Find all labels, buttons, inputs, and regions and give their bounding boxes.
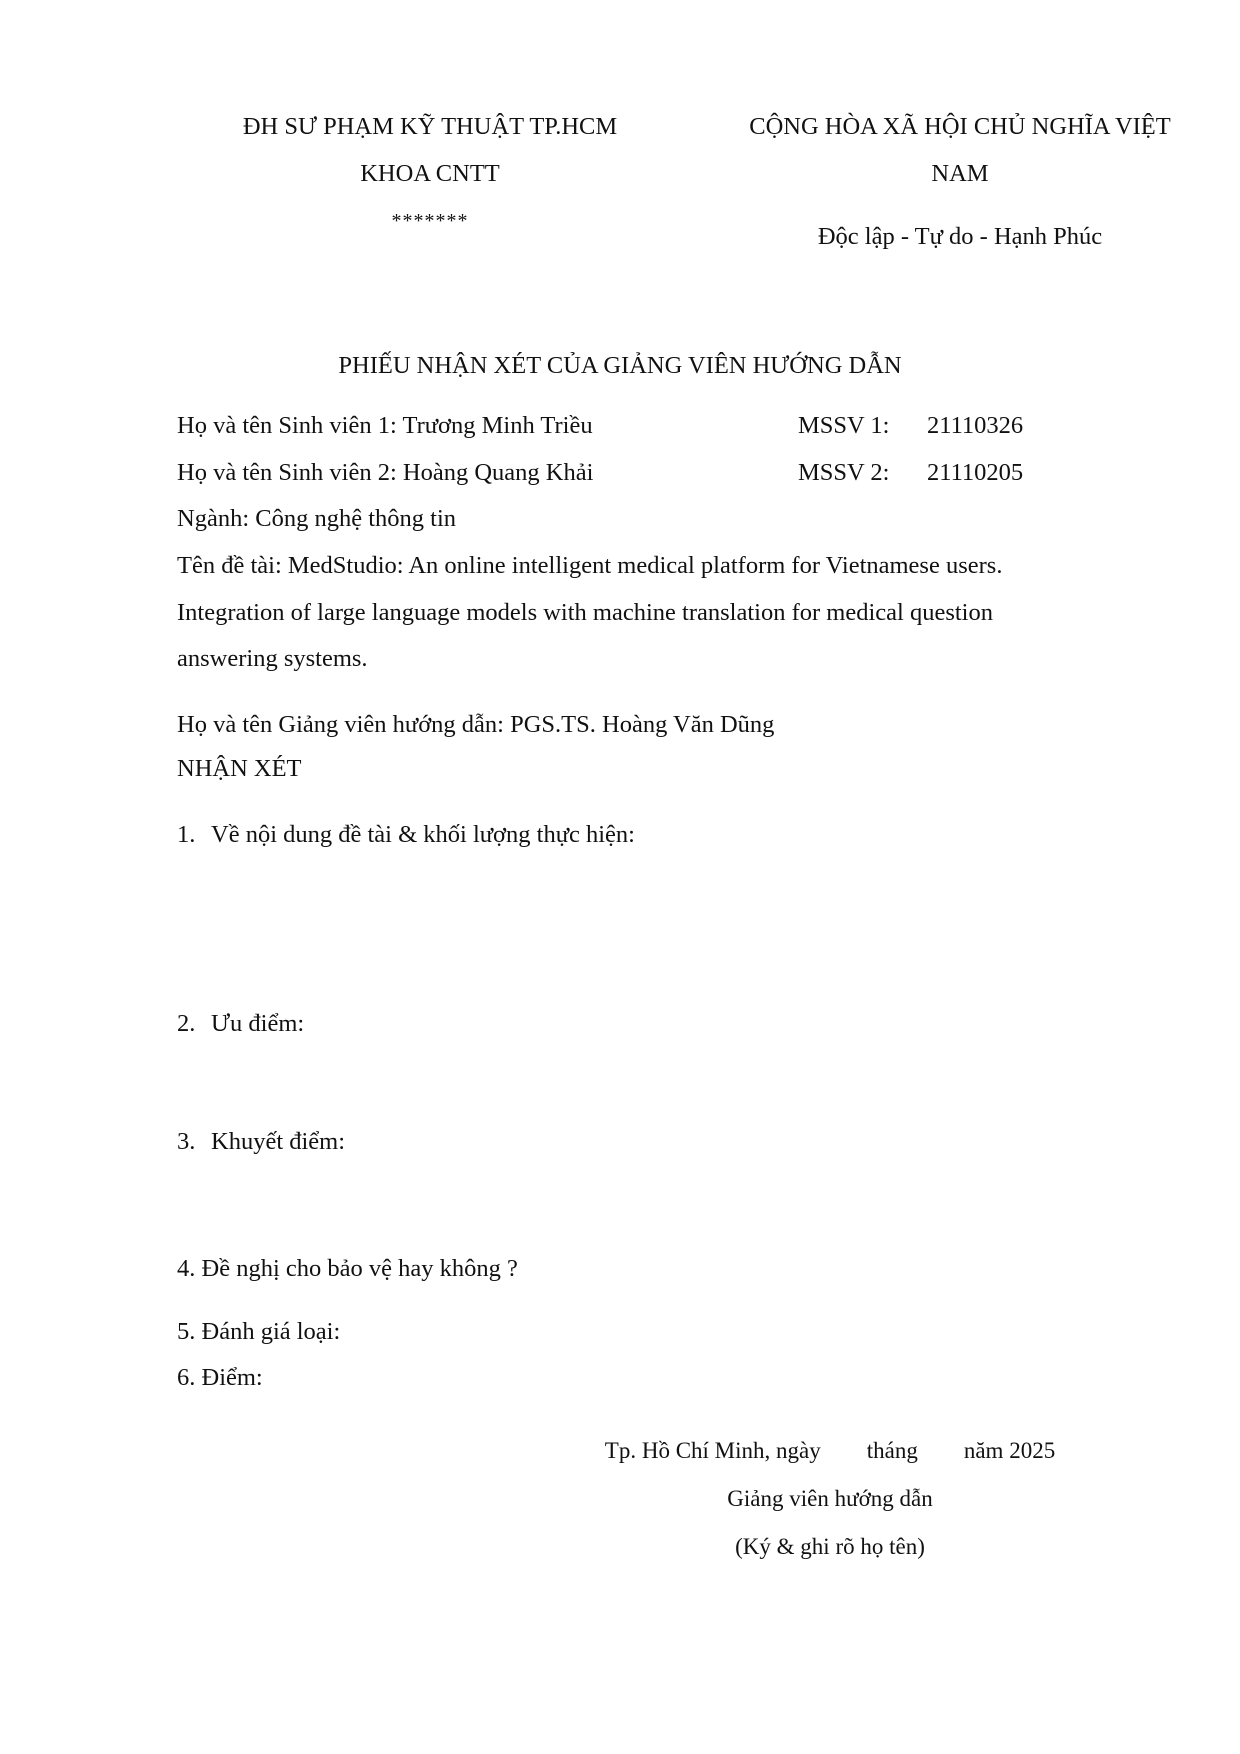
section-label: Về nội dung đề tài & khối lượng thực hiện: <box>211 821 635 848</box>
section-strengths <box>177 1012 304 1037</box>
national-motto: Độc lập - Tự do - Hạnh Phúc <box>817 223 1103 250</box>
section-number: 2. <box>177 1010 196 1037</box>
date-year: năm 2025 <box>963 1438 1056 1463</box>
date-city: Tp. Hồ Chí Minh, ngày <box>604 1438 821 1463</box>
student-1-id: 21110326 <box>927 412 1024 439</box>
nation-name-line2: NAM <box>931 160 989 187</box>
section-number: 1. <box>177 821 196 848</box>
thesis-title-line3: answering systems. <box>177 645 368 672</box>
faculty-name: KHOA CNTT <box>360 160 500 187</box>
form-title: PHIẾU NHẬN XÉT CỦA GIẢNG VIÊN HƯỚNG DẪN <box>338 352 902 379</box>
question-score: 6. Điểm: <box>177 1364 263 1391</box>
student-1-name: Họ và tên Sinh viên 1: Trương Minh Triều <box>177 412 593 439</box>
nation-name-line1: CỘNG HÒA XÃ HỘI CHỦ NGHĨA VIỆT <box>749 113 1171 140</box>
question-grade-classification: 5. Đánh giá loại: <box>177 1318 341 1345</box>
student-1-id-label: MSSV 1: <box>798 412 890 439</box>
signature-instruction: (Ký & ghi rõ họ tên) <box>735 1534 925 1559</box>
student-2-name: Họ và tên Sinh viên 2: Hoàng Quang Khải <box>177 459 594 486</box>
student-2-id: 21110205 <box>927 459 1024 486</box>
review-heading: NHẬN XÉT <box>177 755 302 782</box>
section-label: Ưu điểm: <box>211 1010 305 1037</box>
header-separator: ******* <box>391 210 469 232</box>
student-2-id-label: MSSV 2: <box>798 459 890 486</box>
university-name: ĐH SƯ PHẠM KỸ THUẬT TP.HCM <box>242 113 618 140</box>
thesis-title-line2: Integration of large language models with machine translation for medical question <box>177 599 993 626</box>
date-month: tháng <box>866 1438 918 1463</box>
section-label: Khuyết điểm: <box>211 1128 346 1155</box>
section-number: 3. <box>177 1128 196 1155</box>
section-content-workload <box>177 823 635 848</box>
place-and-date <box>560 1439 1100 1462</box>
major: Ngành: Công nghệ thông tin <box>177 505 457 532</box>
thesis-title-line1: Tên đề tài: MedStudio: An online intelligent medical platform for Vietnamese users. <box>177 552 1003 579</box>
advisor-name: Họ và tên Giảng viên hướng dẫn: PGS.TS. Hoàng Văn Dũng <box>177 711 775 738</box>
question-defense-recommendation: 4. Đề nghị cho bảo vệ hay không ? <box>177 1255 518 1282</box>
signer-role: Giảng viên hướng dẫn <box>727 1486 933 1511</box>
section-weaknesses <box>177 1130 345 1155</box>
